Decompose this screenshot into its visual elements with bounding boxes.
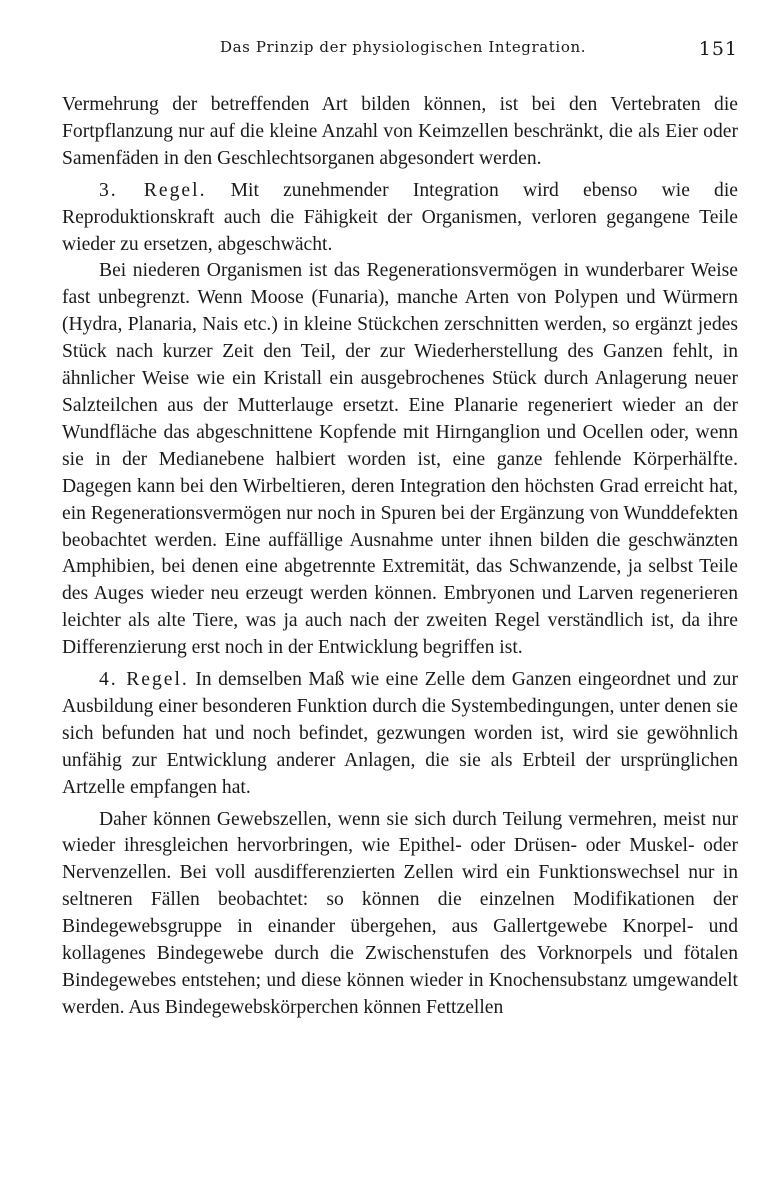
book-page [62, 38, 738, 1022]
paragraph-text: Mit zunehmender Integration wird ebenso wie die Reproduktionskraft auch die Fähigkeit der Organismen, verloren gegangene Teile wieder zu ersetzen, abgeschwächt. [62, 179, 738, 255]
rule-label: 3. Regel. [99, 179, 207, 201]
paragraph-text: Bei niederen Organismen ist das Regenerationsvermögen in wunderbarer Weise fast unbegrenzt. Wenn Moose (Funaria), manche Arten von Polypen und Würmern (Hydra, Planaria, Nais etc.) in kleine Stückchen zerschnitten werden, so ergänzt jedes Stück nach kurzer Zeit den Teil, der zur Wiederherstellung des Ganzen fehlt, in ähnlicher Weise wie ein Kristall ein ausgebrochenes Stück durch Anlagerung neuer Salzteilchen aus der Mutterlauge ersetzt. Eine Planarie regeneriert wieder an der Wundfläche das abgeschnittene Kopfende mit Hirnganglion und Ocellen oder, wenn sie in der Medianebene halbiert worden ist, eine ganze fehlende Körperhälfte. Dagegen kann bei den Wirbeltieren, deren Integration den höchsten Grad erreicht hat, ein Regenerationsvermögen nur noch in Spuren bei der Ergänzung von Wunddefekten beobachtet werden. Eine auffällige Ausnahme unter ihnen bilden die geschwänzten Amphibien, bei denen eine abgetrennte Extremität, das Schwanzende, ja selbst Teile des Auges wieder neu erzeugt werden können. Embryonen und Larven regenerieren leichter als alte Tiere, was ja auch nach der zweiten Regel verständlich ist, da ihre Differenzierung erst noch in der Entwicklung begriffen ist. [62, 260, 738, 659]
paragraph-continuation [62, 92, 738, 173]
rule-label: 4. Regel. [99, 669, 189, 691]
paragraph-regeneration [62, 258, 738, 662]
paragraph-rule-4 [62, 667, 738, 802]
body-text [62, 92, 738, 1022]
running-title: Das Prinzip der physiologischen Integration. [220, 38, 587, 56]
paragraph-text: Vermehrung der betreffenden Art bilden können, ist bei den Vertebraten die Fortpflanzung nur auf die kleine Anzahl von Keimzellen beschränkt, die als Eier oder Samenfäden in den Geschlechtsorganen abgesondert werden. [62, 94, 738, 169]
paragraph-text: In demselben Maß wie eine Zelle dem Ganzen eingeordnet und zur Ausbildung einer besonderen Funktion durch die Systembedingungen, unter denen sie sich befunden hat und noch befindet, gezwungen worden ist, wird sie gewöhnlich unfähig zur Entwicklung anderer Anlagen, die sie als Erbteil der ursprünglichen Artzelle empfangen hat. [62, 669, 738, 798]
running-head [62, 38, 738, 72]
page-number: 151 [698, 38, 738, 60]
paragraph-tissue-cells [62, 807, 738, 1022]
paragraph-rule-3 [62, 178, 738, 259]
paragraph-text: Daher können Gewebszellen, wenn sie sich durch Teilung vermehren, meist nur wieder ihresgleichen hervorbringen, wie Epithel- oder Drüsen- oder Muskel- oder Nervenzellen. Bei voll ausdifferenzierten Zellen wird ein Funktionswechsel nur in seltneren Fällen beobachtet: so können die einzelnen Modifikationen der Bindegewebsgruppe in einander übergehen, aus Gallertgewebe Knorpel- und kollagenes Bindegewebe durch die Zwischenstufen des Vorknorpels und fötalen Bindegewebes entstehen; und diese können wieder in Knochensubstanz umgewandelt werden. Aus Bindegewebskörperchen können Fettzellen [62, 808, 738, 1018]
